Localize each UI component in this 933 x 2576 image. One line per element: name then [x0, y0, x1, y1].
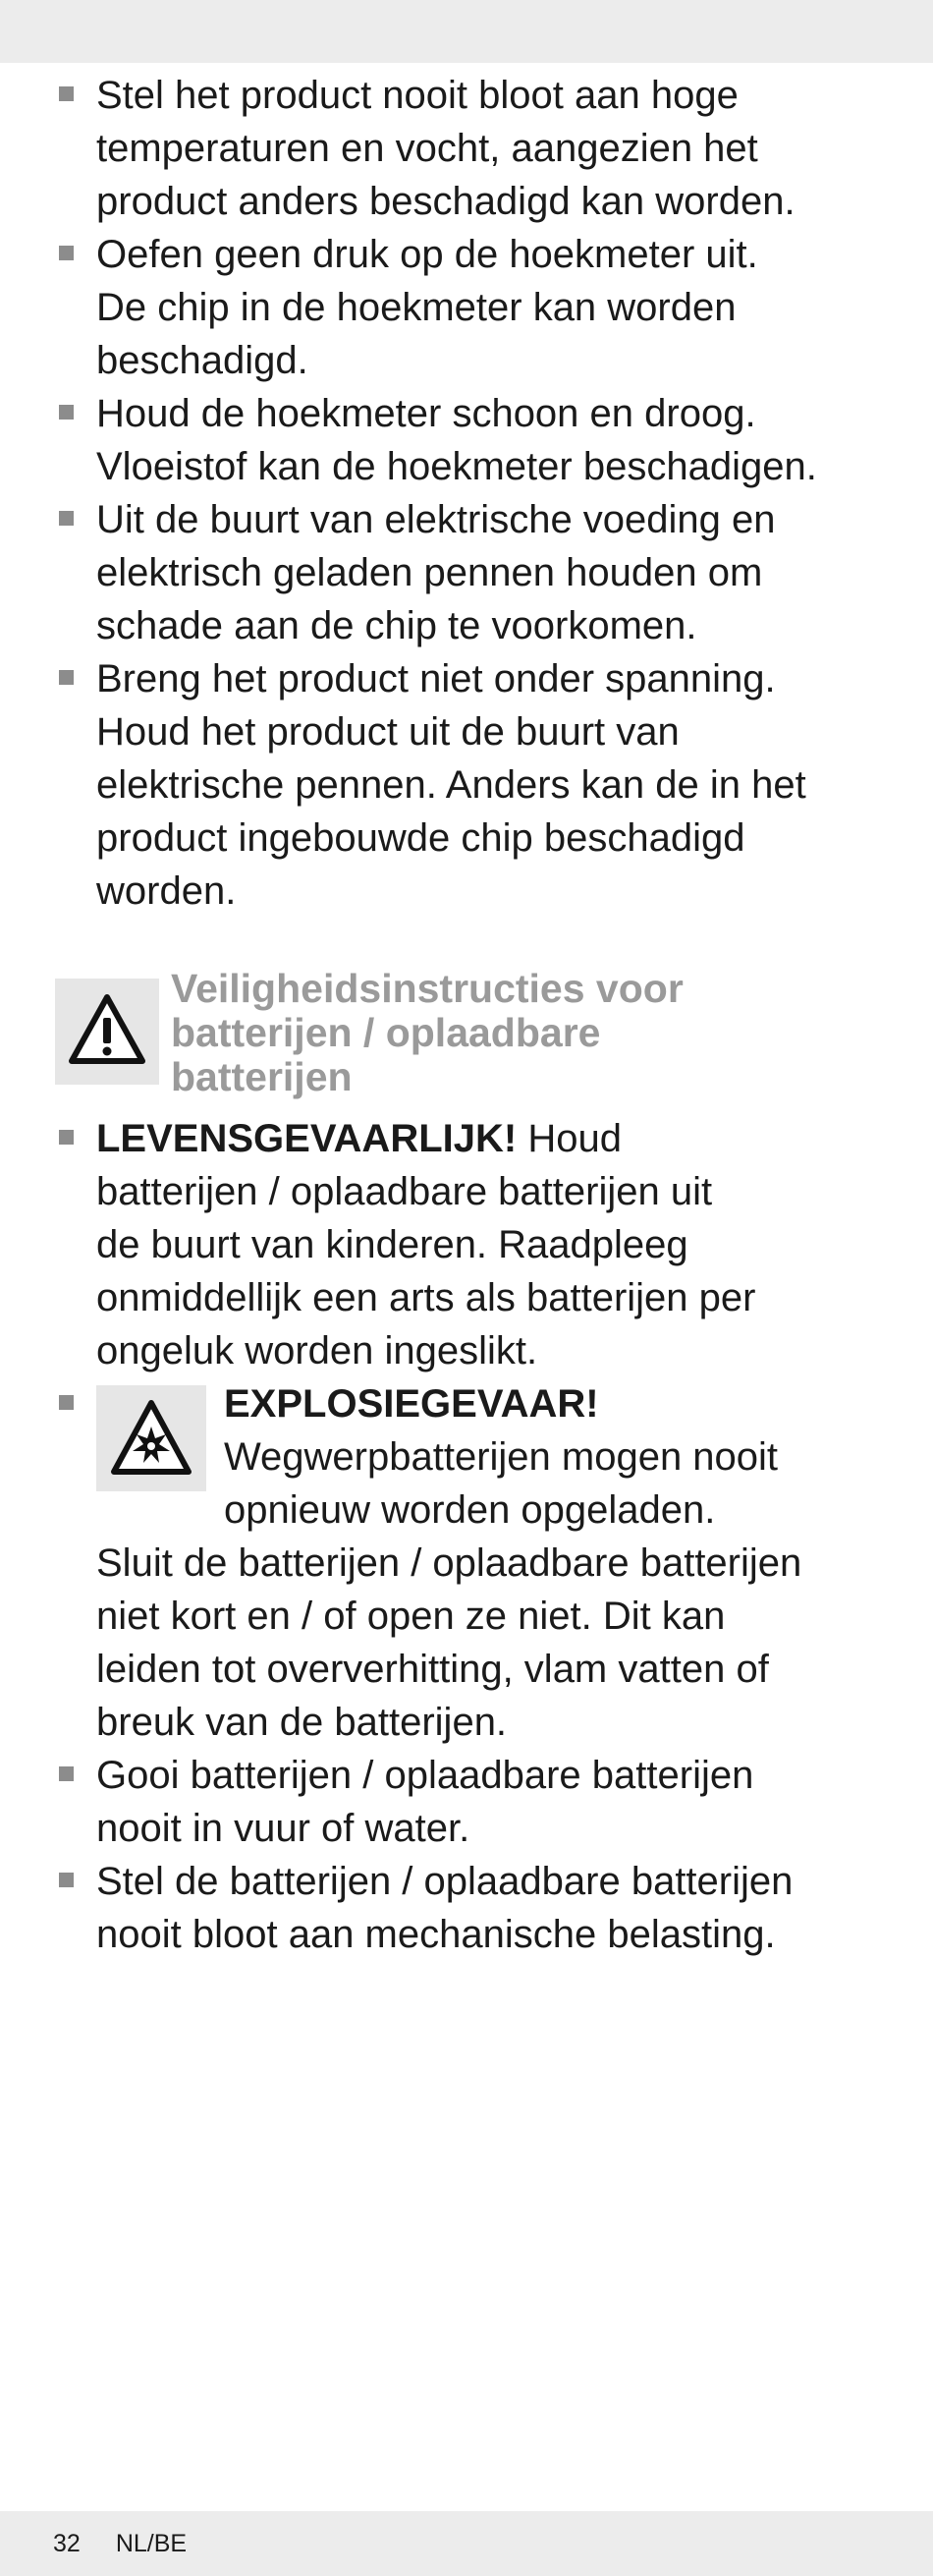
list-item-line: Uit de buurt van elektrische voeding en	[96, 498, 776, 541]
explosion-label: EXPLOSIEGEVAAR!	[224, 1382, 599, 1426]
list-item-line: beschadigd.	[96, 339, 308, 382]
list-item	[55, 493, 890, 652]
square-bullet-icon	[59, 246, 74, 260]
list-item-line: Houd het product uit de buurt van	[96, 710, 680, 754]
danger-item	[55, 1112, 890, 1377]
danger-label: LEVENSGEVAARLIJK!	[96, 1117, 518, 1160]
list-item-line: nooit bloot aan mechanische belasting.	[96, 1913, 776, 1956]
danger-text: Houd	[517, 1117, 622, 1160]
section-title-line: batterijen	[171, 1054, 353, 1099]
list-item-line: Vloeistof kan de hoekmeter beschadigen.	[96, 445, 817, 488]
section-title	[171, 967, 684, 1099]
battery-safety-heading	[55, 966, 890, 1099]
section-title-line: batterijen / oplaadbare	[171, 1010, 601, 1055]
list-item-line: niet kort en / of open ze niet. Dit kan	[96, 1595, 726, 1638]
list-item-line: leiden tot oververhitting, vlam vatten of	[96, 1648, 769, 1691]
list-item-line: Sluit de batterijen / oplaadbare batterijen	[96, 1541, 802, 1585]
list-item-line: breuk van de batterijen.	[96, 1701, 508, 1744]
top-band	[0, 0, 933, 63]
list-item-line: batterijen / oplaadbare batterijen uit	[96, 1170, 713, 1213]
list-item-line: Gooi batterijen / oplaadbare batterijen	[96, 1754, 754, 1797]
list-item	[55, 228, 890, 387]
square-bullet-icon	[59, 86, 74, 101]
list-item-line: product ingebouwde chip beschadigd	[96, 816, 745, 860]
list-item-line: opnieuw worden opgeladen.	[224, 1488, 716, 1532]
list-item	[55, 69, 890, 228]
square-bullet-icon	[59, 670, 74, 685]
explosion-hazard-icon	[96, 1385, 206, 1491]
square-bullet-icon	[59, 405, 74, 420]
list-item-line: Oefen geen druk op de hoekmeter uit.	[96, 233, 758, 276]
square-bullet-icon	[59, 1766, 74, 1781]
list-item-line: Wegwerpbatterijen mogen nooit	[224, 1435, 779, 1479]
page-content	[55, 69, 890, 1961]
list-item-line: onmiddellijk een arts als batterijen per	[96, 1276, 756, 1319]
section-title-line: Veiligheidsinstructies voor	[171, 966, 684, 1011]
list-item-line: De chip in de hoekmeter kan worden	[96, 286, 737, 329]
warning-triangle-icon	[55, 979, 159, 1085]
list-item-line: schade aan de chip te voorkomen.	[96, 604, 697, 647]
list-item-line: de buurt van kinderen. Raadpleeg	[96, 1223, 688, 1266]
list-item	[55, 387, 890, 493]
list-item-line: worden.	[96, 869, 237, 913]
square-bullet-icon	[59, 1130, 74, 1145]
list-item-line: Stel de batterijen / oplaadbare batterijen	[96, 1860, 794, 1903]
bullet-list-bottom	[55, 1749, 890, 1961]
locale-label: NL/BE	[115, 2529, 188, 2557]
list-item-line: ongeluk worden ingeslikt.	[96, 1329, 538, 1372]
square-bullet-icon	[59, 1395, 74, 1410]
list-item	[55, 1855, 890, 1961]
list-item-line: elektrische pennen. Anders kan de in het	[96, 763, 806, 807]
list-item-line: nooit in vuur of water.	[96, 1807, 470, 1850]
list-item-line: Breng het product niet onder spanning.	[96, 657, 776, 700]
list-item-line: product anders beschadigd kan worden.	[96, 180, 796, 223]
explosion-item	[55, 1377, 890, 1749]
list-item-line: elektrisch geladen pennen houden om	[96, 551, 763, 594]
page-footer	[53, 2511, 187, 2576]
square-bullet-icon	[59, 1873, 74, 1887]
square-bullet-icon	[59, 511, 74, 526]
list-item-line: temperaturen en vocht, aangezien het	[96, 127, 758, 170]
list-item-line: Houd de hoekmeter schoon en droog.	[96, 392, 756, 435]
list-item	[55, 1749, 890, 1855]
explosion-header	[96, 1377, 890, 1537]
bullet-list-top	[55, 69, 890, 918]
explosion-side-text	[224, 1377, 778, 1537]
page-number: 32	[53, 2529, 81, 2557]
list-item-line: Stel het product nooit bloot aan hoge	[96, 74, 739, 117]
list-item	[55, 652, 890, 918]
danger-first-line	[96, 1112, 890, 1165]
